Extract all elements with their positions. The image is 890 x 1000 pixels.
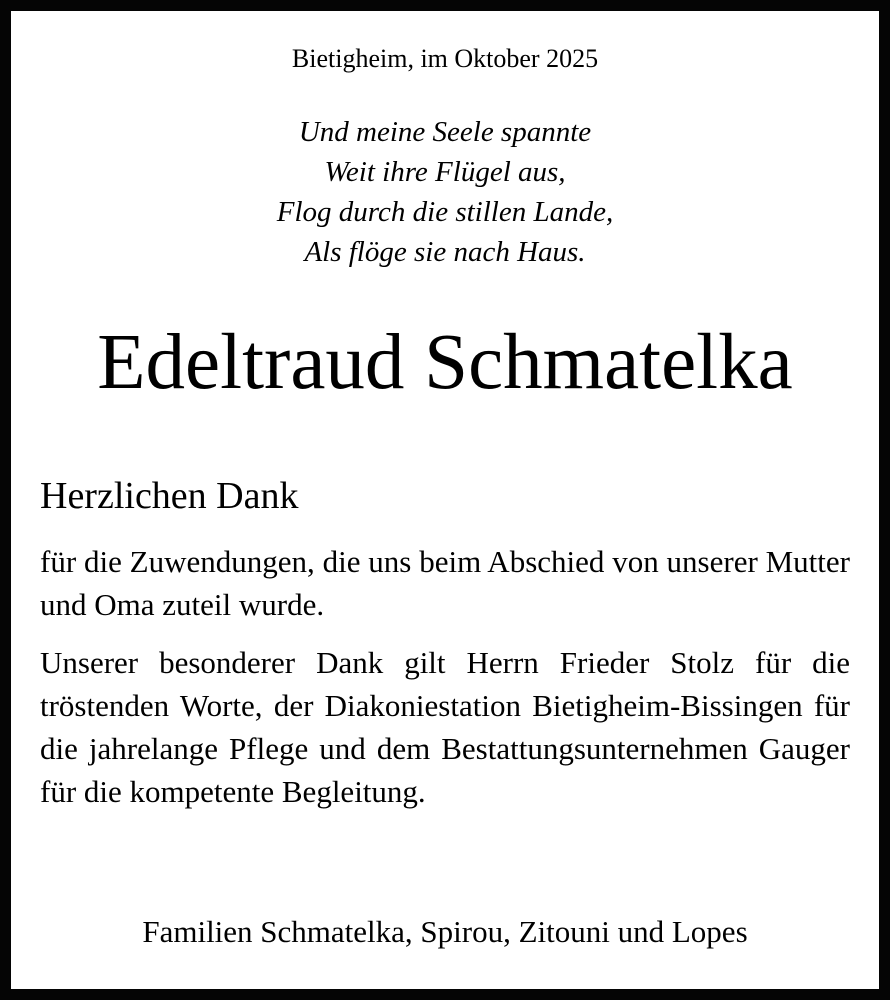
poem-line: Als flöge sie nach Haus.	[304, 236, 586, 268]
deceased-name: Edeltraud Schmatelka	[97, 319, 793, 406]
thanks-paragraph-2: Unserer besonderer Dank gilt Herrn Frieder Stolz für die tröstenden Worte, der Diakoniestation Bietigheim-Bissingen für die jahrelange Pflege und dem Bestattungsunternehmen Gauger für die kompetente Begleitung.	[40, 645, 850, 809]
thanks-heading: Herzlichen Dank	[40, 475, 299, 517]
poem-line: Weit ihre Flügel aus,	[324, 156, 566, 188]
family-signature: Familien Schmatelka, Spirou, Zitouni und Lopes	[142, 914, 748, 949]
place-date: Bietigheim, im Oktober 2025	[291, 44, 599, 73]
poem-line: Und meine Seele spannte	[298, 116, 592, 148]
thanks-paragraph-1: für die Zuwendungen, die uns beim Abschied von unserer Mutter und Oma zuteil wurde.	[40, 544, 850, 622]
poem-line: Flog durch die stillen Lande,	[276, 196, 614, 228]
poem	[0, 112, 890, 272]
